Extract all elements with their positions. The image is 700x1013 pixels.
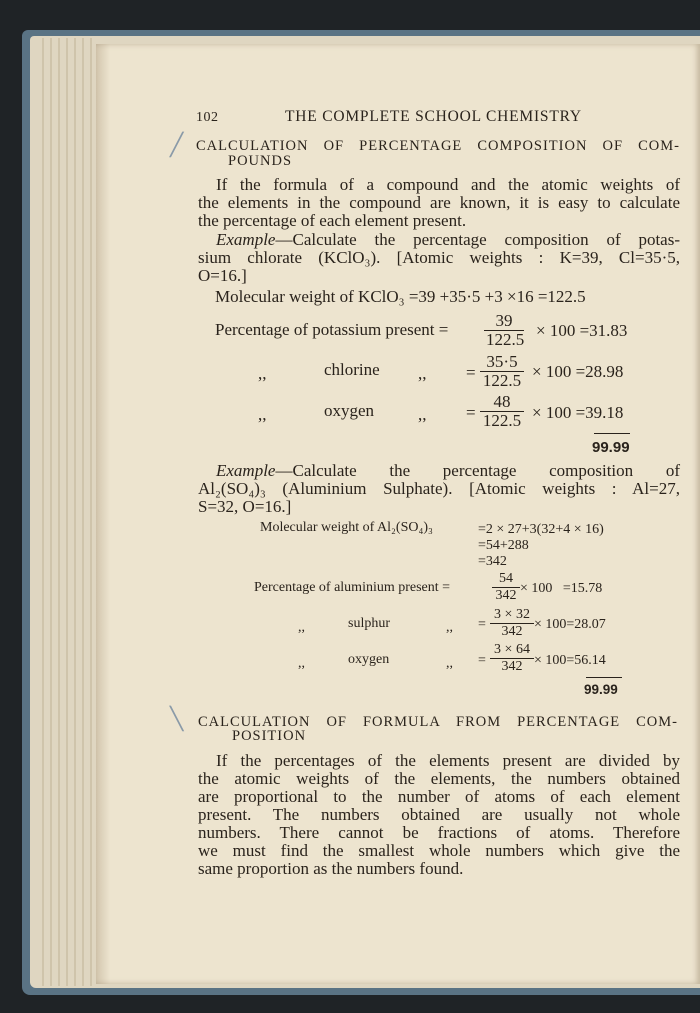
molecular-weight-step: =54+288 bbox=[478, 538, 529, 553]
element-name: sulphur bbox=[348, 616, 390, 631]
ditto-mark: ,, bbox=[298, 656, 305, 671]
ditto-mark: ,, bbox=[418, 364, 427, 383]
fraction: $\frac{54}{342}$ bbox=[492, 571, 520, 604]
sum-rule bbox=[594, 433, 630, 434]
element-name: oxygen bbox=[324, 401, 375, 420]
calc-result: × 100=56.14 bbox=[534, 653, 606, 668]
element-name: oxygen bbox=[348, 652, 390, 667]
example-paragraph: Example—Calculate the percentage composition of potas- sium chlorate (KClO₃). [Atomic weights : K=39, Cl=35·5, O=16.] bbox=[198, 230, 680, 285]
equals-sign: = bbox=[478, 617, 486, 632]
example-paragraph: Example—Calculate the percentage composition of Al₂(SO₄)₃ (Aluminium Sulphate). [Atomic weights : Al=27, S=32, O=16.] bbox=[198, 461, 680, 516]
equals-sign: = bbox=[478, 653, 486, 668]
ditto-mark: ,, bbox=[258, 364, 267, 383]
ditto-mark: ,, bbox=[418, 405, 427, 424]
total-sum: 99.99 bbox=[592, 439, 630, 456]
total-sum: 99.99 bbox=[584, 682, 618, 697]
molecular-weight-step: =2 × 27+3(32+4 × 16) bbox=[478, 522, 604, 537]
ditto-mark: ,, bbox=[298, 620, 305, 635]
section-title: CALCULATION OF FORMULA FROM PERCENTAGE COM- bbox=[198, 714, 678, 730]
molecular-weight-line: Molecular weight of KClO₃ =39 +35·5 +3 ×16 =122.5 bbox=[215, 287, 586, 306]
section-title-continued: POSITION bbox=[232, 728, 307, 744]
pencil-check-mark-icon: ╲ bbox=[170, 706, 184, 731]
ditto-mark: ,, bbox=[446, 656, 453, 671]
calc-result: × 100 =15.78 bbox=[520, 581, 603, 596]
element-name: chlorine bbox=[324, 360, 380, 379]
pencil-check-mark-icon: ╱ bbox=[170, 132, 184, 157]
fraction: $\frac{48}{122.5}$ bbox=[480, 393, 524, 430]
running-header: THE COMPLETE SCHOOL CHEMISTRY bbox=[285, 108, 582, 125]
calc-result: × 100 =39.18 bbox=[532, 403, 624, 422]
ditto-mark: ,, bbox=[446, 620, 453, 635]
ditto-mark: ,, bbox=[258, 405, 267, 424]
page-number: 102 bbox=[196, 110, 219, 125]
calc-label: Percentage of potassium present = bbox=[215, 320, 449, 339]
paragraph: If the formula of a compound and the atomic weights of the elements in the compound are known, it is easy to calculate the percentage of each element present. bbox=[198, 175, 680, 230]
section-title-continued: POUNDS bbox=[228, 153, 293, 169]
equals-sign: = bbox=[466, 403, 476, 422]
molecular-weight-label: Molecular weight of Al₂(SO₄)₃ bbox=[260, 520, 433, 535]
paragraph: If the percentages of the elements present are divided by the atomic weights of the elements, the numbers obtained are proportional to the number of atoms of each element present. The numbers obtained are usually not whole numbers. There cannot be fractions of atoms. Therefore we must find the smallest whole numbers which give the same proportion as the numbers found. bbox=[198, 751, 680, 878]
calc-result: × 100=28.07 bbox=[534, 617, 606, 632]
section-title: CALCULATION OF PERCENTAGE COMPOSITION OF COM- bbox=[196, 138, 680, 154]
fraction: $\frac{39}{122.5}$ bbox=[486, 311, 525, 349]
molecular-weight-step: =342 bbox=[478, 554, 507, 569]
calc-label: Percentage of aluminium present = bbox=[254, 580, 451, 595]
calc-result: × 100 =28.98 bbox=[532, 362, 624, 381]
fraction: $\frac{3 \times 32}{342}$ bbox=[490, 607, 534, 640]
fraction: $\frac{35\cdot 5}{122.5}$ bbox=[480, 353, 524, 390]
fraction: $\frac{3 \times 64}{342}$ bbox=[490, 642, 534, 675]
sum-rule bbox=[586, 677, 622, 678]
equals-sign: = bbox=[466, 363, 476, 382]
calc-result: × 100 =31.83 bbox=[536, 321, 628, 340]
